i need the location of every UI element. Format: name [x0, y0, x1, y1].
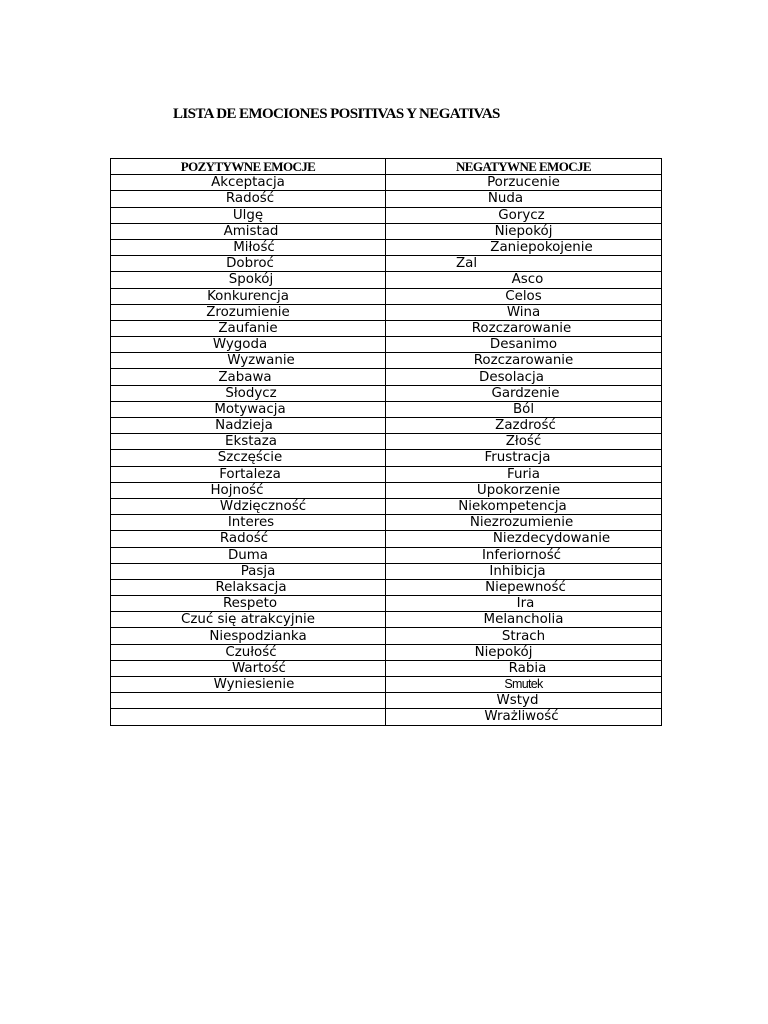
- table-row: [111, 288, 662, 304]
- negative-emotion-cell: Rozczarowanie: [386, 353, 662, 369]
- positive-emotion-cell: Ulgę: [111, 207, 386, 223]
- table-row: [111, 498, 662, 514]
- table-row: [111, 256, 662, 272]
- table-row: [111, 418, 662, 434]
- negative-emotion-cell: Zazdrość: [386, 418, 662, 434]
- table-row: [111, 693, 662, 709]
- positive-emotion-cell: Czuć się atrakcyjnie: [111, 612, 386, 628]
- negative-emotion-cell: Upokorzenie: [386, 482, 662, 498]
- positive-emotion-cell: Interes: [111, 515, 386, 531]
- negative-emotion-cell: Rozczarowanie: [386, 320, 662, 336]
- positive-emotion-cell: Słodycz: [111, 385, 386, 401]
- negative-emotion-cell: Celos: [386, 288, 662, 304]
- negative-emotion-cell: Gardzenie: [386, 385, 662, 401]
- table-row: [111, 337, 662, 353]
- table-row: [111, 466, 662, 482]
- negative-emotion-cell: Desanimo: [386, 337, 662, 353]
- positive-emotion-cell: Czułość: [111, 644, 386, 660]
- positive-emotion-cell: Miłość: [111, 239, 386, 255]
- table-row: [111, 709, 662, 725]
- positive-emotion-cell: Spokój: [111, 272, 386, 288]
- positive-emotion-cell: Zrozumienie: [111, 304, 386, 320]
- table-row: [111, 596, 662, 612]
- positive-emotion-cell: Wartość: [111, 660, 386, 676]
- table-row: [111, 369, 662, 385]
- positive-emotion-cell: Dobroć: [111, 256, 386, 272]
- negative-emotion-cell: Smutek: [386, 677, 662, 693]
- positive-emotion-cell: Motywacja: [111, 401, 386, 417]
- negative-emotion-cell: Zaniepokojenie: [386, 239, 662, 255]
- negative-emotion-cell: Frustracja: [386, 450, 662, 466]
- positive-emotion-cell: [111, 709, 386, 725]
- table-row: [111, 628, 662, 644]
- negative-emotion-cell: Asco: [386, 272, 662, 288]
- positive-emotion-cell: Ekstaza: [111, 434, 386, 450]
- table-row: [111, 579, 662, 595]
- positive-emotion-cell: Fortaleza: [111, 466, 386, 482]
- positive-emotion-cell: Konkurencja: [111, 288, 386, 304]
- negative-emotion-cell: Wstyd: [386, 693, 662, 709]
- negative-emotion-cell: Furia: [386, 466, 662, 482]
- table-row: [111, 547, 662, 563]
- negative-emotion-cell: Niepokój: [386, 644, 662, 660]
- document-title: LISTA DE EMOCIONES POSITIVAS Y NEGATIVAS: [173, 106, 500, 122]
- table-row: [111, 612, 662, 628]
- positive-emotion-cell: Zaufanie: [111, 320, 386, 336]
- table-row: [111, 531, 662, 547]
- table-row: [111, 207, 662, 223]
- positive-emotion-cell: [111, 693, 386, 709]
- table-row: [111, 677, 662, 693]
- positive-emotion-cell: Akceptacja: [111, 175, 386, 191]
- positive-emotion-cell: Amistad: [111, 223, 386, 239]
- negative-emotion-cell: Porzucenie: [386, 175, 662, 191]
- table-row: [111, 434, 662, 450]
- positive-emotion-cell: Zabawa: [111, 369, 386, 385]
- table-row: [111, 660, 662, 676]
- negative-emotion-cell: Nuda: [386, 191, 662, 207]
- positive-emotion-cell: Pasja: [111, 563, 386, 579]
- negative-emotion-cell: Strach: [386, 628, 662, 644]
- table-row: [111, 320, 662, 336]
- table-row: [111, 450, 662, 466]
- table-row: [111, 401, 662, 417]
- negative-emotion-cell: Rabia: [386, 660, 662, 676]
- negative-emotion-cell: Ira: [386, 596, 662, 612]
- positive-emotion-cell: Szczęście: [111, 450, 386, 466]
- negative-emotion-cell: Desolacja: [386, 369, 662, 385]
- negative-emotion-cell: Niekompetencja: [386, 498, 662, 514]
- negative-emotion-cell: Niezdecydowanie: [386, 531, 662, 547]
- negative-emotion-cell: Inhibicja: [386, 563, 662, 579]
- table-body: [111, 175, 662, 725]
- negative-emotion-cell: Niezrozumienie: [386, 515, 662, 531]
- table-row: [111, 272, 662, 288]
- negative-emotion-cell: Ból: [386, 401, 662, 417]
- table-row: [111, 304, 662, 320]
- table-row: [111, 223, 662, 239]
- positive-emotion-cell: Duma: [111, 547, 386, 563]
- table-row: [111, 385, 662, 401]
- table-row: [111, 353, 662, 369]
- table-row: [111, 191, 662, 207]
- negative-emotion-cell: Złość: [386, 434, 662, 450]
- negative-emotion-cell: Gorycz: [386, 207, 662, 223]
- negative-emotion-cell: Zal: [386, 256, 662, 272]
- header-positive-emotions: POZYTYWNE EMOCJE: [111, 159, 386, 175]
- positive-emotion-cell: Niespodzianka: [111, 628, 386, 644]
- table-header-row: [111, 159, 662, 175]
- negative-emotion-cell: Inferiorność: [386, 547, 662, 563]
- negative-emotion-cell: Wina: [386, 304, 662, 320]
- positive-emotion-cell: Wyniesienie: [111, 677, 386, 693]
- negative-emotion-cell: Melancholia: [386, 612, 662, 628]
- negative-emotion-cell: Niepewność: [386, 579, 662, 595]
- table-row: [111, 563, 662, 579]
- table-row: [111, 644, 662, 660]
- table-row: [111, 482, 662, 498]
- table-row: [111, 239, 662, 255]
- positive-emotion-cell: Wdzięczność: [111, 498, 386, 514]
- positive-emotion-cell: Wyzwanie: [111, 353, 386, 369]
- positive-emotion-cell: Relaksacja: [111, 579, 386, 595]
- positive-emotion-cell: Respeto: [111, 596, 386, 612]
- header-negative-emotions: NEGATYWNE EMOCJE: [386, 159, 662, 175]
- positive-emotion-cell: Radość: [111, 531, 386, 547]
- emotions-table: [110, 158, 662, 726]
- positive-emotion-cell: Radość: [111, 191, 386, 207]
- table-row: [111, 515, 662, 531]
- positive-emotion-cell: Wygoda: [111, 337, 386, 353]
- negative-emotion-cell: Niepokój: [386, 223, 662, 239]
- positive-emotion-cell: Nadzieja: [111, 418, 386, 434]
- positive-emotion-cell: Hojność: [111, 482, 386, 498]
- table-row: [111, 175, 662, 191]
- negative-emotion-cell: Wrażliwość: [386, 709, 662, 725]
